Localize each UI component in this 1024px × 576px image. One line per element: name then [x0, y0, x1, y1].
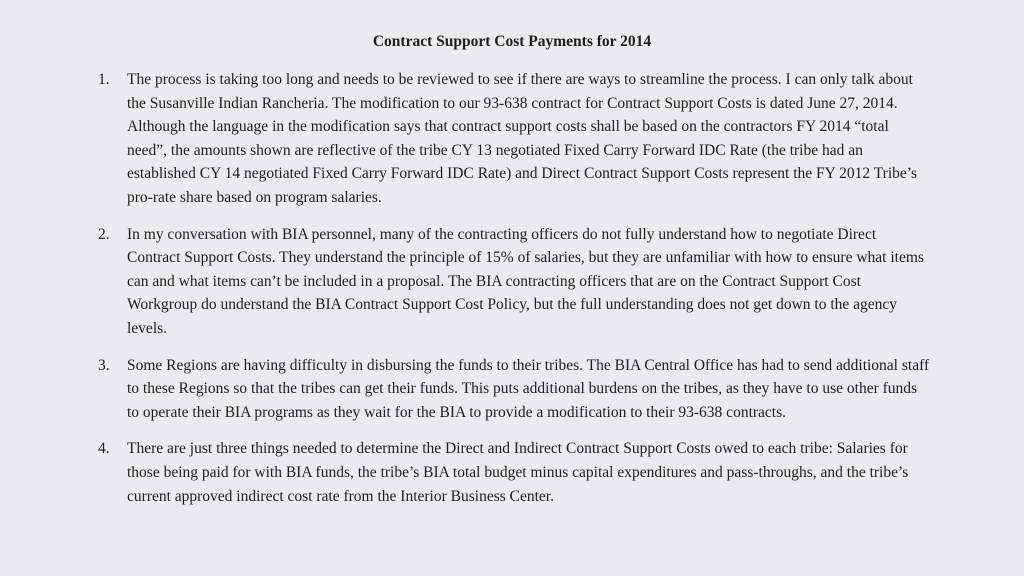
item-text: The process is taking too long and needs to be reviewed to see if there are ways to streamline the process. I can only talk about the Susanville Indian Rancheria. The modification to our 93-638 contract for Contract Support Costs is dated June 27, 2014. Although the language in the modification says that contract support costs shall be based on the contractors FY 2014 “total need”, the amounts shown are reflective of the tribe CY 13 negotiated Fixed Carry Forward IDC Rate (the tribe had an established CY 14 negotiated Fixed Carry Forward IDC Rate) and Direct Contract Support Costs represent the FY 2012 Tribe’s pro-rate share based on program salaries. [127, 71, 918, 206]
item-number: 3. [98, 356, 110, 374]
item-number: 4. [98, 440, 110, 458]
list-item [0, 68, 1024, 210]
document-title: Contract Support Cost Payments for 2014 [372, 33, 652, 50]
item-number: 2. [98, 225, 110, 243]
list-item [0, 223, 1024, 341]
numbered-list [0, 68, 1024, 508]
list-item [0, 354, 1024, 425]
item-number: 1. [98, 71, 110, 88]
list-item [0, 437, 1024, 508]
item-text: There are just three things needed to determine the Direct and Indirect Contract Support Costs owed to each tribe: Salaries for those being paid for with BIA funds, the tribe’s BIA total budget minus capital expenditures and pass-throughs, and the tribe’s current approved indirect cost rate from the Interior Business Center. [127, 440, 909, 505]
item-text: Some Regions are having difficulty in disbursing the funds to their tribes. The BIA Central Office has had to send additional staff to these Regions so that the tribes can get their funds. This puts additional burdens on the tribes, as they have to use other funds to operate their BIA programs as they wait for the BIA to provide a modification to their 93-638 contracts. [127, 356, 930, 421]
item-text: In my conversation with BIA personnel, many of the contracting officers do not fully understand how to negotiate Direct Contract Support Costs. They understand the principle of 15% of salaries, but they are unfamiliar with how to ensure what items can and what items can’t be included in a proposal. The BIA contracting officers that are on the Contract Support Cost Workgroup do understand the BIA Contract Support Cost Policy, but the full understanding does not get down to the agency levels. [127, 225, 924, 337]
